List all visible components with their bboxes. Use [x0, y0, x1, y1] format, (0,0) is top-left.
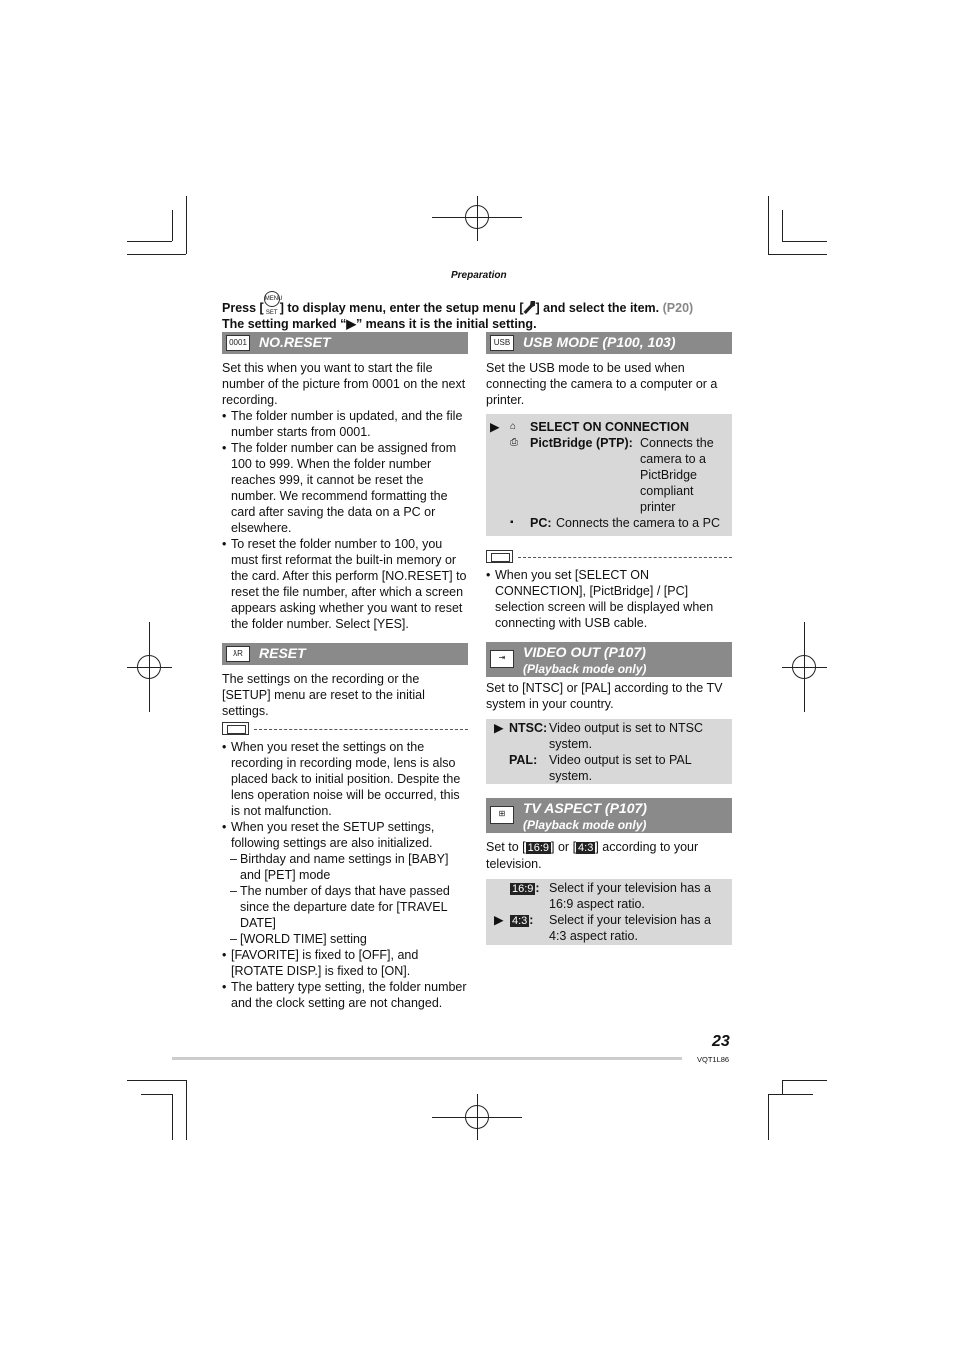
- registration-circle: [137, 655, 161, 679]
- reset-header: [222, 643, 468, 665]
- reset-title: RESET: [259, 645, 306, 661]
- crop-mark: [127, 254, 186, 255]
- aspect-169-badge: 16:9: [527, 842, 550, 854]
- crop-mark: [186, 196, 187, 254]
- usb-option-pc-label: PC:: [530, 516, 552, 530]
- no-reset-bullets: [222, 408, 468, 632]
- tv-aspect-title: TV ASPECT (P107): [523, 800, 647, 816]
- wrench-icon: [523, 301, 535, 314]
- crop-mark: [768, 1094, 769, 1140]
- usb-options-box: [486, 414, 732, 536]
- tv-aspect-icon: ⊞: [490, 806, 514, 824]
- video-out-header: [486, 642, 732, 677]
- right-column: [486, 332, 732, 945]
- list-item: • The battery type setting, the folder number and the clock setting are not changed.: [222, 979, 468, 1011]
- list-item: – [WORLD TIME] setting: [222, 931, 468, 947]
- crop-mark: [768, 254, 827, 255]
- registration-circle: [465, 1105, 489, 1129]
- aspect-43-option: 4:3 :: [512, 913, 534, 927]
- page-number: 23: [712, 1033, 730, 1050]
- crop-mark: [782, 241, 827, 242]
- no-reset-header: [222, 332, 468, 354]
- reset-bullets: [222, 739, 468, 851]
- tv-aspect-body-post: ] according to your television.: [486, 840, 699, 871]
- list-item: • The folder number can be assigned from 100 to 999. When the folder number reaches 999, it cannot be reset the number. We recommend formatting the card after saving the data on a PC or elsewhere.: [222, 440, 468, 536]
- video-out-options-box: [486, 719, 732, 784]
- crop-mark: [782, 210, 783, 241]
- reset-icon: ƛR: [226, 646, 250, 662]
- crop-mark: [172, 210, 173, 241]
- list-item: • The folder number is updated, and the file number starts from 0001.: [222, 408, 468, 440]
- usb-option-pictbridge-desc: Connects the camera to a PictBridge compliant printer: [640, 436, 714, 514]
- no-reset-title: NO.RESET: [259, 334, 331, 350]
- select-connection-icon: ⌂: [510, 421, 517, 432]
- reset-body: The settings on the recording or the [SETUP] menu are reset to the initial settings.: [222, 672, 425, 718]
- usb-mode-body: Set the USB mode to be used when connecting the camera to a computer or a printer.: [486, 361, 718, 407]
- intro-instructions: [222, 291, 742, 332]
- video-out-icon: ⇥: [490, 650, 514, 668]
- document-code: VQT1L86: [697, 1055, 730, 1064]
- page-reference: (P20): [662, 301, 694, 315]
- tv-aspect-options-box: [486, 879, 732, 945]
- aspect-169-option: 16:9 :: [512, 881, 540, 895]
- crop-mark: [172, 1094, 173, 1140]
- usb-note: [486, 567, 732, 631]
- registration-circle: [792, 655, 816, 679]
- pal-label: PAL:: [509, 753, 538, 767]
- video-out-subtitle: (Playback mode only): [523, 662, 647, 676]
- reset-dash-list: [222, 851, 468, 947]
- note-icon: [222, 722, 249, 735]
- intro-part2: ] to display menu, enter the setup menu [: [279, 301, 524, 315]
- aspect-169-desc: Select if your television has a 16:9 aspect ratio.: [549, 881, 711, 911]
- aspect-169-badge: 16:9: [512, 883, 534, 895]
- list-item: – Birthday and name settings in [BABY] and [PET] mode: [222, 851, 468, 883]
- tv-aspect-body-mid: ] or [: [551, 840, 577, 854]
- list-item: • [FAVORITE] is fixed to [OFF], and [ROTATE DISP.] is fixed to [ON].: [222, 947, 468, 979]
- initial-setting-arrow-icon: ▶: [490, 420, 500, 434]
- usb-mode-header: [486, 332, 732, 354]
- ntsc-desc: Video output is set to NTSC system.: [549, 721, 704, 751]
- tv-aspect-subtitle: (Playback mode only): [523, 818, 647, 832]
- initial-setting-arrow-icon: ▶: [494, 721, 504, 735]
- printer-icon: ⎙: [510, 437, 518, 448]
- list-item: • When you set [SELECT ON CONNECTION], [PictBridge] / [PC] selection screen will be displayed when connecting with USB cable.: [486, 567, 732, 631]
- footer-divider: [172, 1057, 682, 1060]
- video-out-title: VIDEO OUT (P107): [523, 644, 646, 660]
- pc-icon: ▪: [510, 517, 514, 528]
- list-item: • When you reset the settings on the recording in recording mode, lens is also placed back to initial position. Despite the lens operation noise will be occurred, this is not malfunction.: [222, 739, 468, 819]
- aspect-43-desc: Select if your television has a 4:3 aspect ratio.: [549, 913, 711, 943]
- list-item: – The number of days that have passed since the departure date for [TRAVEL DATE]: [222, 883, 468, 931]
- crop-mark: [768, 1094, 813, 1095]
- reset-bullets-2: [222, 947, 468, 1011]
- registration-circle: [465, 205, 489, 229]
- section-label: Preparation: [451, 270, 507, 281]
- crop-mark: [186, 1080, 187, 1140]
- note-divider: [254, 729, 468, 730]
- intro-part3: ] and select the item.: [535, 301, 660, 315]
- crop-mark: [782, 1080, 783, 1094]
- note-marker: [222, 722, 468, 736]
- crop-mark: [141, 1094, 172, 1095]
- aspect-43-badge: 4:3: [512, 915, 528, 927]
- left-column: [222, 332, 468, 1011]
- usb-option-pictbridge-label: PictBridge (PTP):: [530, 436, 633, 450]
- no-reset-icon: 0001: [226, 335, 250, 351]
- list-item: • When you reset the SETUP settings, following settings are also initialized.: [222, 819, 468, 851]
- initial-setting-arrow-icon: ▶: [494, 913, 504, 927]
- list-item: • To reset the folder number to 100, you must first reformat the built-in memory or the card. After this perform [NO.RESET] to reset the file number, after which a screen appears asking whether you want to reset the folder number. Select [YES].: [222, 536, 468, 632]
- menu-set-icon: MENU SET: [264, 291, 280, 307]
- crop-mark: [127, 1080, 186, 1081]
- intro-press: Press [: [222, 301, 264, 315]
- usb-icon: USB: [490, 335, 514, 351]
- note-marker: [486, 550, 732, 564]
- crop-mark: [768, 196, 769, 254]
- aspect-43-badge: 4:3: [578, 842, 594, 854]
- intro-line2: The setting marked “▶” means it is the initial setting.: [222, 317, 537, 331]
- tv-aspect-body: [486, 839, 732, 872]
- usb-option-select: SELECT ON CONNECTION: [530, 420, 690, 434]
- tv-aspect-body-pre: Set to [: [486, 840, 526, 854]
- no-reset-body: Set this when you want to start the file number of the picture from 0001 on the next recording.: [222, 361, 466, 407]
- ntsc-label: NTSC:: [509, 721, 548, 735]
- note-icon: [486, 550, 513, 563]
- crop-mark: [782, 1080, 827, 1081]
- usb-option-pc-desc: Connects the camera to a PC: [556, 516, 720, 530]
- pal-desc: Video output is set to PAL system.: [549, 753, 692, 783]
- note-divider: [518, 557, 732, 558]
- video-out-body: Set to [NTSC] or [PAL] according to the TV system in your country.: [486, 681, 723, 711]
- tv-aspect-header: [486, 798, 732, 833]
- crop-mark: [127, 241, 172, 242]
- usb-mode-title: USB MODE (P100, 103): [523, 334, 676, 350]
